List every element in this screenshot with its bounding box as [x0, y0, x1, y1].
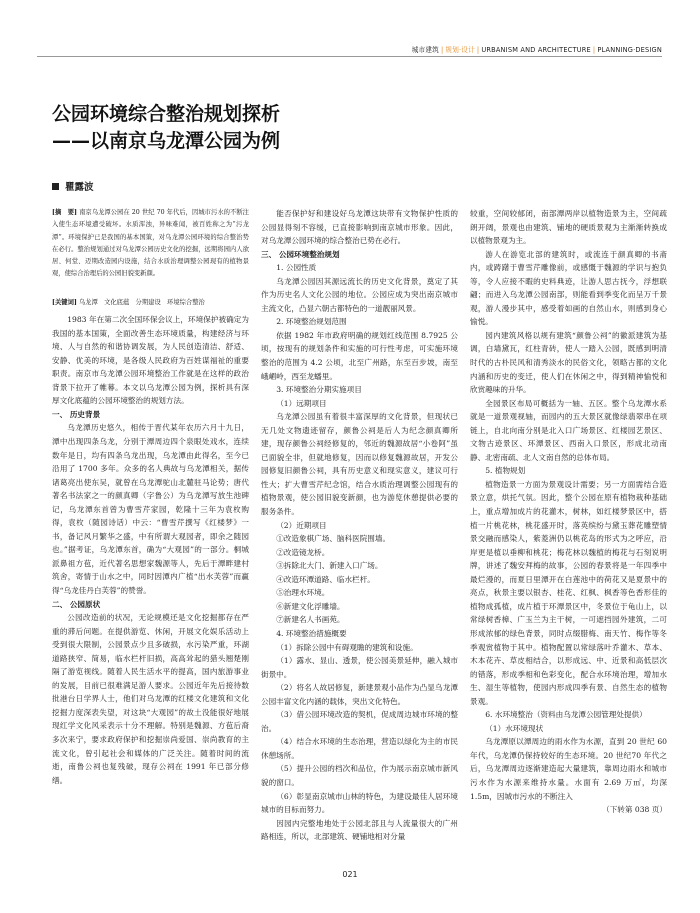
list-item: ④改造环潭道路、临水栏杆。	[276, 574, 375, 584]
list-item: （1）拆除公园中有碍观瞻的建筑和设施。	[276, 642, 418, 652]
subheading: 1. 公园性质	[276, 263, 317, 273]
keywords-text: 乌龙潭 文化底蕴 分期建设 环境综合整治	[78, 298, 205, 306]
abstract	[52, 207, 249, 281]
section-heading: 二、 公园原状	[52, 599, 101, 609]
paragraph: 园内建筑风格以规有建筑“颜鲁公祠”的徽派建筑为基调，白墙黛瓦，红柱青砖，使人一踏入公园，既感到明清时代的古朴民风和清秀淡水的民俗文化，领略古都的文化内涵和历史的变迁，使人们在休闲之中，得到精神愉悦和欣赏趣味的升华。	[470, 330, 667, 395]
header-section-cn: 规划·设计	[445, 46, 475, 54]
paragraph: 乌龙潭历史悠久，相传于晋代某年农历六月十九日，潭中出现四条乌龙，分别于潭周边四个泉眼处戏水，连续数年是日，均有四条乌龙出现，乌龙潭由此得名，至今已沿用了 1700 多年。众多的名人典故与乌龙潭相关，据传诸葛亮出使东吴，就曾在乌龙潭驼山北麓驻马论势；唐代著名书法家之一的颜真卿（字鲁公）为乌龙潭写放生池碑记，乌龙潭东首曾为曹雪芹家园，乾隆十三年为袁枚购得，袁枚（随园诗话）中云：“曹雪芹撰写《红楼梦》一书，备记风月繁华之盛，中有所谓大观园者，即余之随园也。”据考证，乌龙潭东首，确为“大观园”的一部分。桐城派鼻祖方苞，近代著名思想家魏源等人，先后于潭畔建村筑舍，寄情于山水之中，同时因潭内广植“出水芙蓉”而赢得“乌龙佳丹白芙蓉”的赞誉。	[52, 423, 249, 596]
list-item: （5）提升公园的档次和品位，作为展示南京城市新风貌的窗口。	[261, 764, 458, 787]
header-separator: |	[440, 46, 444, 54]
list-item: ⑥新建文化浮雕墙。	[276, 601, 345, 611]
subheading: 6. 水环境整治（资料由乌龙潭公园管理处提供）	[485, 710, 647, 720]
author-name: 瞿露波	[65, 182, 94, 193]
subheading: 4. 环境整治措施概要	[276, 628, 347, 638]
subheading: （1）远期项目	[276, 398, 327, 408]
section-heading: 一、 历史背景	[52, 409, 101, 419]
list-item: ③拆除北大门、新建入口广场。	[276, 561, 383, 571]
list-item: ⑦新建名人书画苑。	[276, 615, 345, 625]
header-journal-name: 城市建筑	[411, 46, 439, 54]
header-section-en: PLANNING·DESIGN	[597, 46, 662, 54]
column-2	[261, 207, 458, 844]
paragraph: 游人在游览北部的建筑时，或流连于颜真卿的书斋内，或踌躇于曹雪芹雕像前，或感慨于魏源的学识与抱负等，令人应接不暇的史料典迹，让游人思古抚今，浮想联翩；而进入乌龙潭公园南部，则能看到季变化而呈万千景观，游人漫步其中，感受着如画的自然山水，则感到身心愉悦。	[470, 249, 667, 327]
subheading: 3. 环境整治分期实施项目	[276, 385, 362, 395]
abstract-text: 南京乌龙潭公园在 20 世纪 70 年代后，因城市污水的不断注入使生态环境遭受破坏。水质浑浊，异味难闻，被百姓称之为“污龙潭”。环境保护已是我国的基本国策，对乌龙潭公园环境的综合整治势在必行。整治规划通过对乌龙潭公园历史文化的挖掘，远期将园内人欲居、何堂、迈期改造园内设施，结合水质治理调整公园现有的植物景观，使综合治理后的公园旧貌变新颜。	[52, 209, 249, 278]
abstract-label: [摘 要]	[52, 209, 78, 216]
column-1	[52, 207, 249, 787]
column-3	[470, 207, 667, 817]
paragraph: 较重，空间较郁闭，南部潭两岸以植物造景为主，空间疏朗开阔，景观也由建筑、铺地的硬质景观为主渐渐转换成以植物景观为主。	[470, 209, 667, 246]
keywords	[52, 297, 249, 309]
paragraph: 植物造景一方面为景观设计需要；另一方面需结合造景立意，烘托气氛。因此，整个公园在原有植物栽种基础上，重点增加成片的花灌木，树林，如红楼梦景区中，搭植一片桃花林，桃花盛开时，落英缤纷与黛玉葬花雕塑情景交融而感染人，紫菱洲仍以桃花岛的形式为之呼应，沿岸更是植以垂柳和桃花；梅花林以魏植的梅花与石刻说明牌，讲述了魏安拜梅的故事，公园的春景将是一年四季中最烂漫的，而夏日里潭开在白莲池中的荷花又是夏景中的亮点，秋景主要以银杏、桂花、红枫、枫香等色香形佳的植物成孤植，成片植于环潭景区中，冬景位于龟山上，以常绿树香樟、广玉兰为主干树，一可遮挡园外建筑，二可形成浓郁的绿色背景，同时点缀腊梅、南天竹、梅作等冬季观赏植物于其中。植物配置以常绿落叶乔灌木、草本、木本花卉、草皮相结合，以形成远、中、近景和高低层次的错落，形成季相和色彩变化，配合水环境治理，增加水生、湿生等植物，使园内形成四季有景、自然生态的植物景观。	[470, 479, 667, 706]
list-item: （4）结合水环境的生态治理，营造以绿化为主的市民休憩场所。	[261, 737, 458, 760]
list-item: ⑤治理水环境。	[276, 588, 330, 598]
list-item: （1）露水、显山、透景，使公园美景延伸，融入城市街景中。	[261, 656, 458, 679]
list-item: ①改造象棋广场、脑科医院围墙。	[276, 534, 391, 544]
list-item: （6）彰显南京城市山林的特色，为建设最佳人居环境城市的目标而努力。	[261, 791, 458, 815]
paragraph: 1983 年在第二次全国环保会议上，环境保护被确定为我国的基本国策，全面改善生态环境质量，构建经济与环境、人与自然的和谐协调发展，为人民创造清洁、舒适、安静、优美的环境，是各级人民政府为百姓谋福祉的重要职责。南京市乌龙潭公园环境整治工作就是在这样的政治背景下拉开了帷幕。本文以乌龙潭公园为例，探析具有深厚文化底蕴的公园环境整治的规划方法。	[52, 315, 249, 406]
author-line	[52, 179, 94, 193]
article-subtitle: ——以南京乌龙潭公园为例	[52, 130, 281, 152]
paragraph: 公园改造前的状况，无论规模还是文化挖掘都存在严重的滞后问题。在提供游览、休闲，开展文化娱乐活动上受到很大限制，公园景点少且多破损，水污染严重，环湖道路狭窄、简易，临水栏杆旧损，高高耸起的猎头翘楚刚隔了游览视线。随着人民生活水平的提高，国内旅游事业的发展，目前已很难满足游人要求。公园近年先后接待数批港台日学界人士，他们对乌龙潭的红楼文化建筑和文化挖掘力度深表失望，对这块“大观园”的故土没能很好地展现红学文化风采表示十分不理解。特别是魏源、方苞后裔多次来宁，要求政府保护和挖掘崇尚爱国、崇尚教育的主流文化，曾引起社会和媒体的广泛关注。随着时间的流逝，南鲁公祠也复残破，现存公祠在 1991 年已部分修缮。	[52, 613, 249, 785]
paragraph: 乌龙潭公园虽有着很丰富深厚的文化背景，但现状已无几处文物遗迹留存，颜鲁公祠是后人为纪念颜真卿所建，现存颜鲁公祠经修复的，邻近的魏源故居“小卷阿”虽已面貌全非，但就地修复，因而以修复魏源故居，开发公园修复旧颜鲁公祠，具有历史意义和现实意义，建议可行性大；扩大曹雪芹纪念馆，结合水质治理调整公园现有的植物景观，使公园旧貌变新颜，也为游览休憩提供必要的服务条件。	[261, 412, 458, 517]
list-item: （3）借公园环境改造的契机，促成周边城市环境的整治。	[261, 710, 458, 733]
paragraph: 乌龙潭公园因其源远流长的历史文化背景，奠定了其作为历史名人文化公园的地位。公园应成为突出南京城市主流文化，凸显六朝古都特色的一道靓丽风景。	[261, 276, 458, 313]
author-bullet-icon	[52, 183, 59, 190]
journal-header	[372, 44, 662, 54]
list-item: （2）将名人故居修复，新建景观小品作为凸显乌龙潭公园丰富文化内涵的载体，突出文化特色。	[261, 683, 458, 706]
page-number: 021	[342, 870, 358, 879]
subheading: （2）近期项目	[276, 520, 327, 530]
list-item: ②改造镜龙桥。	[276, 547, 330, 557]
header-separator: |	[592, 46, 596, 54]
header-separator: |	[476, 46, 480, 54]
continuation-note: （下转第 038 页）	[602, 805, 667, 815]
article-title: 公园环境综合整治规划探析	[52, 103, 281, 125]
keywords-label: [关键词]	[52, 298, 77, 306]
paragraph: 乌龙潭原以潭周边的雨水作为水源，直到 20 世纪 60 年代，乌龙潭仍保持较好的生态环境。20 世纪70 年代之后，乌龙潭周边逐渐建造起大量建筑，靠周边雨水和城市污水作为水源来维持水量。水面有 2.69 万㎡，均深 1.5m，因城市污水的不断注入	[470, 737, 667, 801]
paragraph: 全园景区布局可概括为一轴、五区。整个乌龙潭水系就是一道景观视轴，而园内的五大景区就像绿翡翠串在项链上，自北向南分别是北入口广场景区、红楼园艺景区、文物古迹景区、环潭景区、西南入口景区，形成北动南静、北密南疏、北人文南自然的总体布局。	[470, 398, 667, 462]
subheading: （1）水环境现状	[485, 723, 544, 733]
header-rule	[37, 56, 662, 57]
subheading: 2. 环境整治规划范围	[276, 317, 347, 327]
subheading: 5. 植物规划	[485, 466, 526, 476]
paragraph: 依据 1982 年市政府明确的规划红线范围 8.7925 公顷，按现有的规划条件和实施的可行性考虑，可实施环境整治的范围为 4.2 公顷，北至广州路，东至百步坡，南至峨嵋岭，西至龙蟠里。	[261, 330, 458, 381]
header-journal-en: URBANISM AND ARCHITECTURE	[481, 46, 591, 54]
paragraph: 因园内完整地地处于公园北部且与人流量很大的广州路相连，所以，北部建筑、硬铺地相对分量	[261, 818, 458, 842]
section-heading: 三、 公园环境整治规划	[261, 249, 340, 259]
paragraph: 能否保护好和建设好乌龙潭这块带有文物保护性质的公园显得刻不容缓，已直接影响到南京城市形象。因此，对乌龙潭公园环境的综合整治已势在必行。	[261, 209, 458, 246]
